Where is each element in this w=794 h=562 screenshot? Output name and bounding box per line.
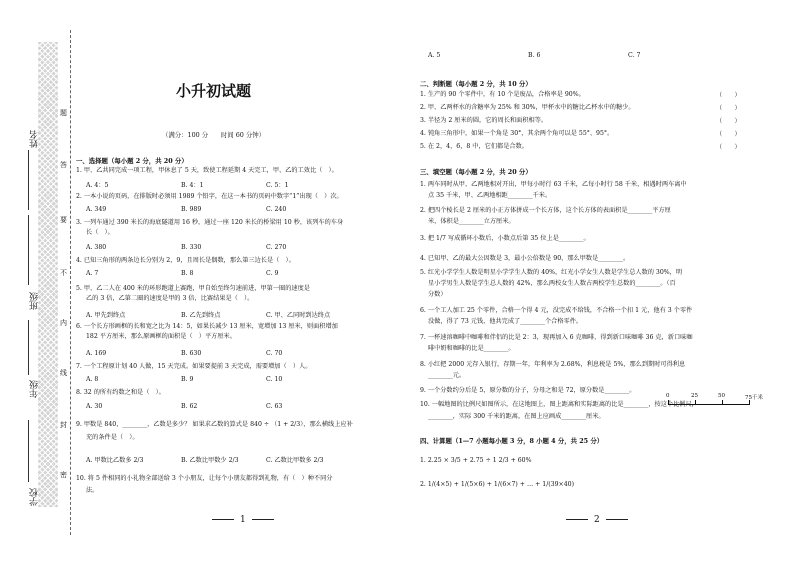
school-field-line xyxy=(28,420,29,482)
choice-question: 3. 一列车通过 390 米长的海底隧道用 16 秒，通过一座 120 米长的桥梁用 10 秒，该列车的车身 xyxy=(76,219,344,226)
seal-char: 封 xyxy=(60,421,67,429)
option-c[interactable]: C. 70 xyxy=(266,350,283,357)
option-b[interactable]: B. 乙数比甲数少 2/3 xyxy=(181,457,239,464)
fill-line: 10. 一幅地图的比例尺如图所示，在这地图上，图上距离和实际距离的比是________，按这个比例尺， xyxy=(420,401,698,408)
binding-pattern-strip xyxy=(38,42,58,507)
fill-line: 8. 小红把 2000 元存入银行，存期一年，年利率为 2.68%，利息税是 5%，那么到期时可得利息 xyxy=(420,361,686,368)
option-b[interactable]: B. 6 xyxy=(528,52,541,59)
option-a[interactable]: A. 380 xyxy=(86,244,107,251)
option-a[interactable]: A. 甲先到终点 xyxy=(86,312,126,319)
section-calc-heading: 四、计算题（1—7 小题每小题 3 分，8 小题 4 分，共 25 分） xyxy=(420,437,604,445)
choice-question-cont: 182 平方厘米，那么原画框的面积是（ ）平方厘米。 xyxy=(86,333,236,340)
seal-char: 内 xyxy=(60,319,67,327)
option-b[interactable]: B. 330 xyxy=(181,244,202,251)
seal-char: 答 xyxy=(60,161,67,169)
choice-question: 1. 甲、乙共同完成一项工程，甲休息了 5 天，致使工程延期 4 天完工，甲、乙的工效比（ ）。 xyxy=(76,167,338,174)
option-a[interactable]: A. 169 xyxy=(86,350,107,357)
option-c[interactable]: C. 甲、乙同时到达终点 xyxy=(266,312,331,319)
option-c[interactable]: C. 9 xyxy=(266,270,279,277)
choice-question-cont: 长（ ）。 xyxy=(86,229,114,236)
page-right xyxy=(420,0,775,562)
seal-char: 密 xyxy=(60,471,67,479)
section-judge-heading: 二、判断题（每小题 2 分，共 10 分） xyxy=(420,80,532,88)
choice-question-cont: 法。 xyxy=(86,487,99,494)
option-c[interactable]: C. 10 xyxy=(266,376,283,383)
choice-question: 7. 一个工程原计划 40 人做，15 天完成。如果要提前 3 天完成，需要增加（ ）人。 xyxy=(76,363,312,370)
grade-label: 年级 xyxy=(30,380,40,398)
seal-dashed-line xyxy=(70,30,71,535)
page-number-left: 1 xyxy=(206,515,280,525)
fill-line: 5. 红光小学学生人数是明星小学学生人数的 40%，红光小学女生人数是学生总人数的 30%，明 xyxy=(420,269,683,276)
answer-paren[interactable]: （ ） xyxy=(716,118,741,125)
choice-question: 9. 甲数是 840，________，乙数是多少？ 如果求乙数的算式是 840 ÷ （1 + 2/3），那么横线上应补 xyxy=(76,421,353,428)
option-b[interactable]: B. 8 xyxy=(181,270,194,277)
name-field-line xyxy=(28,150,29,210)
judge-item: 4. 钝角三角形中，如果一个角是 30°，其余两个角可以是 55°、95°。 xyxy=(420,130,614,137)
option-b[interactable]: B. 62 xyxy=(181,403,198,410)
option-b[interactable]: B. 乙先到终点 xyxy=(181,312,221,319)
scale-tick-label: 25 xyxy=(691,393,698,399)
exam-meta: （满分：100 分 时间 60 分钟） xyxy=(161,131,266,139)
choice-question: 10. 将 5 件相同的小礼物全部送给 3 个小朋友，让每个小朋友都得到礼物，有（ ）种不同分 xyxy=(76,475,333,482)
option-c[interactable]: C. 7 xyxy=(628,52,641,59)
option-c[interactable]: C. 63 xyxy=(266,403,283,410)
fill-line: ________元。 xyxy=(428,372,466,379)
scale-tick-label: 0 xyxy=(666,393,670,399)
choice-question: 5. 甲、乙二人在 400 米的环形跑道上赛跑，甲自始至终匀速前进，甲第一圈的速度是 xyxy=(76,285,310,292)
choice-question-cont: 乙的 3 倍，乙第二圈的速度是甲的 3 倍，比赛结果是（ ）。 xyxy=(86,295,254,302)
fill-line: 6. 一个工人加工 25 个零件，合格一个得 4 元，没完成不给钱，不合格一个扣 1 元，他有 3 个零件 xyxy=(420,307,693,314)
calc-item: 2. 1/(4×5) + 1/(5×6) + 1/(6×7) + … + 1/(39×40) xyxy=(420,481,575,488)
option-b[interactable]: B. 9 xyxy=(181,376,194,383)
option-a[interactable]: A. 7 xyxy=(86,270,99,277)
option-c[interactable]: C. 270 xyxy=(266,244,287,251)
section-choice-heading: 一、选择题（每小题 2 分，共 20 分） xyxy=(76,157,188,165)
grade-field-line xyxy=(28,320,29,375)
choice-question: 2. 一本小说的页码，在排版时必须用 1989 个铅字，在这一本书的页码中数字“1”出现（ ）次。 xyxy=(76,193,343,200)
option-a[interactable]: A. 8 xyxy=(86,376,99,383)
option-b[interactable]: B. 989 xyxy=(181,206,202,213)
option-a[interactable]: A. 甲数比乙数多 2/3 xyxy=(86,457,144,464)
option-a[interactable]: A. 5 xyxy=(428,52,441,59)
fill-line: 米，体积是________立方厘米。 xyxy=(428,218,515,225)
school-label: 学校 xyxy=(30,488,40,506)
judge-item: 1. 生产的 90 个零件中，有 10 个是废品，合格率是 90%。 xyxy=(420,91,585,98)
fill-line: 9. 一个分数约分后是 5，原分数的分子，分母之和是 72，原分数是________。 xyxy=(420,387,636,394)
fill-line: 没做，得了 73 元钱，他共完成了________个合格零件。 xyxy=(428,318,583,325)
fill-line: 3. 把 1/7 写成循环小数后，小数点后第 35 位上是________。 xyxy=(420,235,590,242)
option-c[interactable]: C. 乙数比甲数多 2/3 xyxy=(266,457,324,464)
fill-line: 7. 一杯速溶咖啡中咖啡和伴侣的比是 2：3，现再加入 6 克咖啡，得到新口味咖啡 36 克，新口味咖 xyxy=(420,334,693,341)
choice-question: 4. 已知三角形的两条边长分别为 2，9，且周长是偶数，那么第三边长是（ ）。 xyxy=(76,257,295,264)
exam-title: 小升初试题 xyxy=(175,82,251,100)
class-field-line xyxy=(28,215,29,285)
option-a[interactable]: A. 4：5 xyxy=(86,182,109,189)
option-c[interactable]: C. 240 xyxy=(266,206,287,213)
option-b[interactable]: B. 4：1 xyxy=(181,182,204,189)
scale-tick-label: 50 xyxy=(718,393,725,399)
choice-question: 6. 一个长方形画框的长和宽之比为 14：5，如果长减少 13 厘米，宽增加 13 厘米，则面积增加 xyxy=(76,323,338,330)
fill-line: 点 35 千米，甲、乙两地相距________千米。 xyxy=(428,192,552,199)
answer-paren[interactable]: （ ） xyxy=(716,131,741,138)
option-a[interactable]: A. 349 xyxy=(86,206,107,213)
page-left xyxy=(76,0,351,562)
choice-question-cont: 充的条件是（ ）。 xyxy=(86,434,139,441)
judge-item: 5. 在 2，4，6，8 中，它们都是合数。 xyxy=(420,143,528,150)
fill-line: 星小学男生人数是学生总人数的 42%，那么两校女生人数占两校学生总数的________。（百 xyxy=(428,280,676,287)
option-b[interactable]: B. 630 xyxy=(181,350,202,357)
scale-tick-label: 75千米 xyxy=(745,395,763,401)
choice-question: 8. 32 的所有约数之和是（ ）。 xyxy=(76,389,165,396)
page-number-right: 2 xyxy=(560,515,634,525)
answer-paren[interactable]: （ ） xyxy=(716,92,741,99)
answer-paren[interactable]: （ ） xyxy=(716,105,741,112)
name-label: 姓名 xyxy=(30,130,40,148)
class-label: 班级 xyxy=(30,292,40,310)
fill-line: 1. 两车同时从甲、乙两地相对开出，甲每小时行 63 千米，乙每小时行 58 千米，相遇时两车离中 xyxy=(420,181,687,188)
answer-paren[interactable]: （ ） xyxy=(716,144,741,151)
map-scale-bar xyxy=(666,393,768,410)
fill-line: 啡中奶和咖啡的比是________。 xyxy=(428,345,515,352)
judge-item: 3. 半径为 2 厘米的圆，它的周长和面积相等。 xyxy=(420,117,548,124)
judge-item: 2. 甲、乙两杯水的含糖率为 25% 和 30%，甲杯水中的糖比乙杯水中的糖少。 xyxy=(420,104,635,111)
option-c[interactable]: C. 5：1 xyxy=(266,182,289,189)
fill-line: 4. 已知甲、乙的最大公因数是 3，最小公倍数是 90，那么甲数是________。 xyxy=(420,255,630,262)
seal-char: 线 xyxy=(60,369,67,377)
seal-char: 题 xyxy=(60,109,67,117)
option-a[interactable]: A. 30 xyxy=(86,403,103,410)
fill-line: 2. 把四个棱长是 2 厘米的小正方体拼成一个长方体，这个长方体的表面积是________平方厘 xyxy=(420,207,671,214)
calc-item: 1. 2.25 × 3/5 + 2.75 ÷ 1 2/3 + 60% xyxy=(420,457,532,464)
fill-line: 分数） xyxy=(428,291,447,298)
seal-char: 不 xyxy=(60,269,67,277)
fill-line: ________，实际 300 千米的距离，在图上应画成________厘米。 xyxy=(428,413,605,420)
section-fill-heading: 三、填空题（每小题 2 分，共 20 分） xyxy=(420,168,532,176)
seal-char: 要 xyxy=(60,216,67,224)
